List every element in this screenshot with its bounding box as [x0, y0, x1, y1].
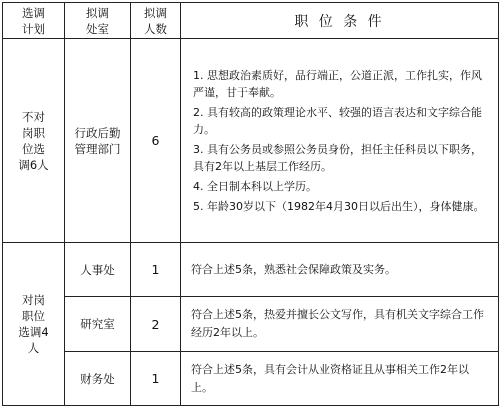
condition-4: 4. 全日制本科以上学历。: [193, 179, 317, 193]
dept-research: 研究室: [65, 297, 131, 352]
position-requirements-table: [2, 2, 499, 406]
table-row-finance: [3, 352, 499, 406]
conditions-research: 符合上述5条，热爱并擅长公文写作，具有机关文字综合工作经历2年以上。: [181, 297, 499, 352]
conditions-hr: 符合上述5条，熟悉社会保障政策及实务。: [181, 243, 499, 297]
dept-finance: 财务处: [65, 352, 131, 406]
condition-1: 1. 思想政治素质好，品行端正，公道正派，工作扎实，作风严谨，甘于奉献。: [193, 68, 482, 99]
header-plan-text: 选调计划: [22, 5, 45, 36]
plan-cell-counterpart: [3, 243, 65, 406]
dept-admin: 行政后勤管理部门: [74, 125, 121, 156]
conditions-cell-admin: [181, 39, 499, 243]
plan-non-counterpart: 不对岗职位选调6人: [18, 109, 49, 172]
plan-cell-non-counterpart: [3, 39, 65, 243]
count-research: 2: [131, 297, 181, 352]
header-conditions: 职 位 条 件: [181, 3, 499, 39]
condition-2: 2. 具有较高的政策理论水平、较强的语言表达和文字综合能力。: [193, 105, 482, 136]
count-admin: 6: [131, 39, 181, 243]
header-row: [3, 3, 499, 39]
header-dept: [65, 3, 131, 39]
condition-3: 3. 具有公务员或参照公务员身份，担任主任科员以下职务，具有2年以上基层工作经历。: [193, 142, 482, 173]
dept-cell-admin: [65, 39, 131, 243]
header-dept-text: 拟调处室: [86, 5, 109, 36]
conditions-finance: 符合上述5条，具有会计从业资格证且从事相关工作2年以上。: [181, 352, 499, 406]
header-plan: [3, 3, 65, 39]
table-row-non-counterpart: [3, 39, 499, 243]
header-count: [131, 3, 181, 39]
condition-5: 5. 年龄30岁以下（1982年4月30日以后出生），身体健康。: [193, 199, 485, 213]
table-row-research: [3, 297, 499, 352]
count-finance: 1: [131, 352, 181, 406]
count-hr: 1: [131, 243, 181, 297]
plan-counterpart: 对岗职位选调4人: [18, 293, 49, 355]
table-row-hr: [3, 243, 499, 297]
header-count-text: 拟调人数: [144, 5, 167, 36]
dept-hr: 人事处: [65, 243, 131, 297]
